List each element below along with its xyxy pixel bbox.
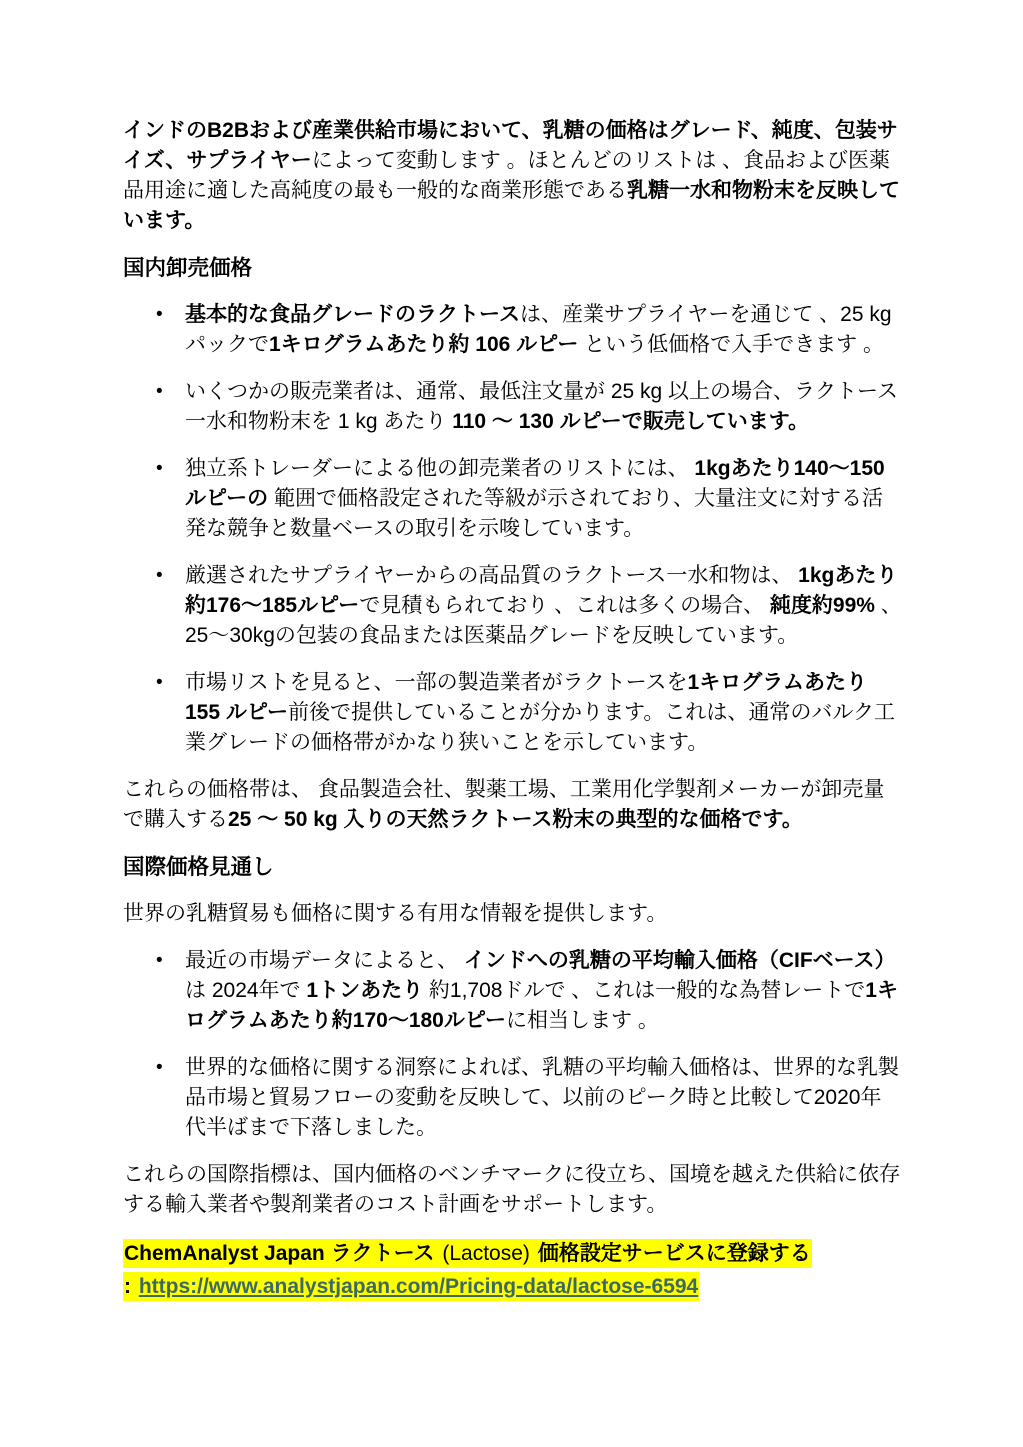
text-run: 乳糖一水和物粉末を反映しています。 <box>123 179 900 232</box>
bullet-icon: • <box>156 458 163 479</box>
text-run: 国内卸売価格 <box>123 256 253 280</box>
text-run: 1kgあたり140～150ルピーの <box>185 457 885 510</box>
paragraph <box>123 116 902 236</box>
text-run: 1kgあたり約176～185ルピー <box>185 564 898 617</box>
list-item-text <box>185 300 902 360</box>
text-run: インドへの乳糖の平均輸入価格（CIFベース） <box>463 949 896 972</box>
text-run: 1キログラムあたり約170～180ルピー <box>185 979 898 1032</box>
list-item-text <box>185 946 902 1036</box>
text-run: 前後で提供していることが分かります。これは、通常のバルク工業グレードの価格帯がかなり狭いことを示しています。 <box>185 701 895 754</box>
text-run: 国際価格見通し <box>123 855 274 879</box>
text-run: 市場リストを見ると、一部の製造業者がラクトースを <box>185 671 688 694</box>
text-run: 価格設定サービスに登録する <box>537 1239 812 1268</box>
pricing-page-link[interactable]: https://www.analystjapan.com/Pricing-data/lactose-6594 <box>138 1272 699 1301</box>
paragraph <box>123 899 902 929</box>
list-item-text <box>185 668 902 758</box>
list-item <box>123 377 902 437</box>
list-item <box>123 454 902 544</box>
list-item <box>123 561 902 651</box>
text-run: 110 ～ 130 ルピーで販売しています。 <box>452 410 810 433</box>
paragraph <box>123 775 902 835</box>
text-run: 範囲で価格設定された等級が示されており、大量注文に対する活発な競争と数量ベースの取引を示唆しています。 <box>185 487 884 540</box>
text-run: 世界の乳糖貿易も価格に関する有用な情報を提供します。 <box>123 902 668 925</box>
list-item <box>123 946 902 1036</box>
list-item-text <box>185 561 902 651</box>
section-heading <box>123 253 902 283</box>
list-item <box>123 668 902 758</box>
text-run: 1キログラムあたり155 ルピー <box>185 671 867 724</box>
bullet-icon: • <box>156 672 163 693</box>
text-run: 基本的な食品グレードのラクトース <box>185 303 520 326</box>
text-run: いくつかの販売業者は、通常、最低注文量が 25 kg 以上の場合、ラクトース一水和物粉末を 1 kg あたり <box>185 380 898 433</box>
bullet-icon: • <box>156 565 163 586</box>
text-run: 世界的な価格に関する洞察によれば、乳糖の平均輸入価格は、世界的な乳製品市場と貿易フローの変動を反映して、以前のピーク時と比較して2020年代半ばまで下落しました。 <box>185 1056 899 1139</box>
text-run: : <box>123 1272 138 1301</box>
bullet-icon: • <box>156 950 163 971</box>
text-run: これらの国際指標は、国内価格のベンチマークに役立ち、国境を越えた供給に依存する輸入業者や製剤業者のコスト計画をサポートします。 <box>123 1163 900 1216</box>
text-run: 1キログラムあたり約 106 ルピー <box>269 333 579 356</box>
list-item-text <box>185 1053 902 1143</box>
text-run: という低価格で入手できます 。 <box>578 333 885 356</box>
bullet-icon: • <box>156 304 163 325</box>
text-run: 、25～30kgの包装の食品または医薬品グレードを反映しています。 <box>185 594 902 647</box>
text-run: に相当します 。 <box>506 1009 659 1032</box>
text-run: は、産業サプライヤーを通じて 、25 kg パックで <box>185 303 892 356</box>
text-run: 1トンあたり <box>306 979 424 1002</box>
text-run: で見積もられており 、これは多くの場合、 <box>359 594 770 617</box>
list-item <box>123 1053 902 1143</box>
document-body <box>123 116 902 1320</box>
list-item-text <box>185 377 902 437</box>
text-run: 約1,708ドルで 、これは一般的な為替レートで <box>423 979 866 1002</box>
text-run: これらの価格帯は、 食品製造会社、製薬工場、工業用化学製剤メーカーが卸売量で購入する <box>123 778 885 831</box>
text-run: ChemAnalyst Japan ラクトース <box>123 1239 441 1268</box>
paragraph <box>123 1160 902 1220</box>
cta-paragraph <box>123 1237 902 1303</box>
text-run: インドのB2Bおよび産業供給市場において、乳糖の価格はグレード、純度、包装サイズ、サプライヤー <box>123 119 898 172</box>
bullet-icon: • <box>156 1057 163 1078</box>
text-run: 最近の市場データによると、 <box>185 949 464 972</box>
text-run: 純度約99% <box>769 594 875 617</box>
text-run: 厳選されたサプライヤーからの高品質のラクトース一水和物は、 <box>185 564 799 587</box>
text-run: 独立系トレーダーによる他の卸売業者のリストには、 <box>185 457 695 480</box>
text-run: (Lactose) <box>441 1239 536 1268</box>
list-item <box>123 300 902 360</box>
list-item-text <box>185 454 902 544</box>
text-run: によって変動します 。ほとんどのリストは 、食品および医薬品用途に適した高純度の最も一般的な商業形態である <box>123 149 891 202</box>
bullet-icon: • <box>156 381 163 402</box>
section-heading <box>123 852 902 882</box>
text-run: 25 ～ 50 kg 入りの天然ラクトース粉末の典型的な価格です。 <box>228 808 803 831</box>
text-run: は 2024年で <box>185 979 307 1002</box>
